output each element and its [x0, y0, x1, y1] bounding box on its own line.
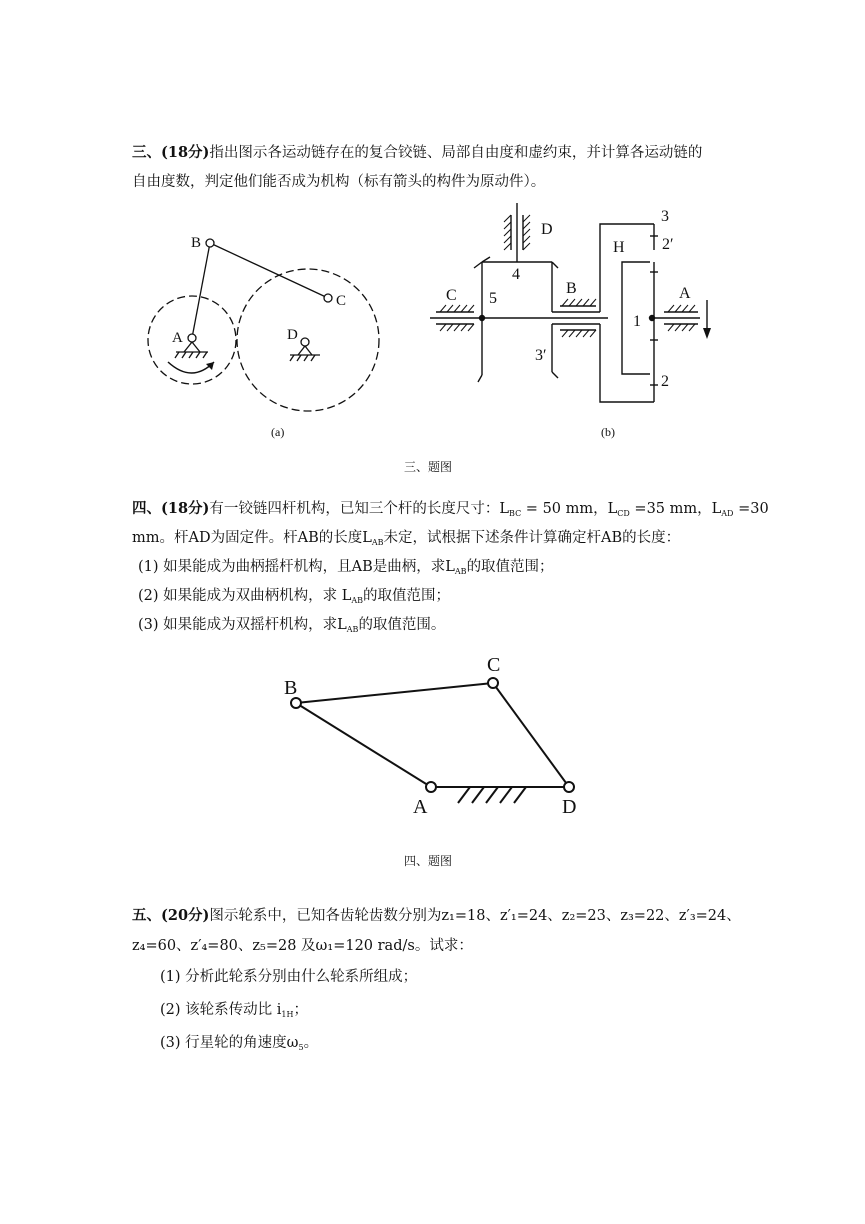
q3-line1: 指出图示各运动链存在的复合铰链、局部自由度和虚约束，并计算各运动链的 [209, 145, 703, 161]
sub-bc: BC [509, 509, 522, 518]
q4-line2 [132, 526, 680, 547]
q5-heading: 五、(20分) [132, 907, 210, 924]
q4-item2-a: (2) 如果能成为双曲柄机构，求 L [138, 588, 352, 604]
label-3a-b: B [191, 235, 202, 251]
q4-text-a: 有一铰链四杆机构，已知三个杆的长度尺寸：L [209, 501, 510, 517]
sub-cd: CD [617, 509, 630, 518]
q3-line2: 自由度数，判定他们能否成为机构（标有箭头的构件为原动件）。 [132, 174, 546, 190]
label-3b-c: C [446, 287, 457, 304]
joint-a-4 [426, 782, 436, 792]
q4-item1-a: (1) 如果能成为曲柄摇杆机构，且AB是曲柄，求L [138, 559, 455, 575]
joint-b-4 [291, 698, 301, 708]
label-3b-3: 3 [661, 208, 669, 225]
q5-text1: 图示轮系中，已知各齿轮齿数分别为z₁=18、z′₁=24、z₂=23、z₃=22、z′₃=24、 [209, 908, 741, 924]
label-4-c: C [487, 654, 501, 676]
joint-c-4 [488, 678, 498, 688]
label-3b-2: 2 [661, 373, 669, 390]
joint-d [301, 338, 309, 346]
q5-line1 [132, 904, 741, 925]
q4-heading: 四、(18分) [132, 500, 210, 517]
figure-3a [148, 239, 379, 411]
label-4-b: B [284, 677, 298, 699]
label-3b-2prime: 2′ [662, 236, 674, 253]
label-3a-d: D [287, 327, 298, 343]
caption-3a: (a) [271, 425, 285, 439]
sub-ad: AD [721, 509, 734, 518]
label-3b-d: D [541, 221, 553, 238]
q4-text-b: = 50 mm，L [521, 501, 618, 517]
q4-item3-b: 的取值范围。 [358, 617, 446, 633]
q4-item2-b: 的取值范围； [363, 588, 451, 604]
q5-item3-a: (3) 行星轮的角速度ω [160, 1035, 299, 1051]
label-4-a: A [413, 796, 428, 818]
q5-item3 [160, 1031, 318, 1052]
sub-ab-2: AB [351, 596, 364, 605]
rotation-arrow-icon [168, 362, 214, 373]
q4-text-c: =35 mm，L [629, 501, 722, 517]
q4-item3-a: (3) 如果能成为双摇杆机构，求L [138, 617, 347, 633]
label-3a-c: C [336, 293, 347, 309]
figure-4 [291, 678, 574, 803]
label-3b-1: 1 [633, 313, 641, 330]
joint-d-4 [564, 782, 574, 792]
joint-c [324, 294, 332, 302]
sub-ab: AB [371, 538, 384, 547]
carrier-h [600, 224, 654, 312]
sub-1h: 1H [281, 1010, 294, 1019]
link-bc-4 [296, 683, 493, 703]
label-3b-a: A [679, 285, 691, 302]
label-4-d: D [562, 796, 577, 818]
joint-a [188, 334, 196, 342]
q4-line1 [132, 497, 769, 518]
sub-ab-1: AB [454, 567, 467, 576]
q4-text2-a: mm。杆AD为固定件。杆AB的长度L [132, 530, 372, 546]
q3-caption: 三、题图 [404, 460, 453, 474]
q4-item2 [138, 584, 450, 605]
q4-caption: 四、题图 [404, 854, 453, 868]
link-cd-4 [493, 683, 569, 787]
q4-item1-b: 的取值范围； [466, 559, 554, 575]
caption-3b: (b) [601, 425, 615, 439]
q4-item1 [138, 555, 554, 576]
q4-text2-b: 未定，试根据下述条件计算确定杆AB的长度： [383, 530, 681, 546]
q5-item2-a: (2) 该轮系传动比 i [160, 1002, 282, 1018]
joint-b [206, 239, 214, 247]
label-3b-b: B [566, 280, 577, 297]
q5-item2 [160, 998, 308, 1019]
q5-item2-b: ； [293, 1002, 308, 1018]
label-3b-4: 4 [512, 266, 520, 283]
label-3b-h: H [613, 239, 625, 256]
link-bc [210, 243, 328, 298]
label-3b-5: 5 [489, 290, 497, 307]
link-ab-4 [296, 703, 431, 787]
q4-text-d: =30 [733, 501, 769, 517]
q4-item3 [138, 613, 445, 634]
sub-5: 5 [298, 1043, 304, 1052]
q3-heading: 三、(18分) [132, 144, 210, 161]
label-3b-3prime: 3′ [535, 347, 547, 364]
label-3a-a: A [172, 330, 183, 346]
q5-item3-b: 。 [303, 1035, 319, 1051]
link-ab [192, 243, 210, 338]
sub-ab-3: AB [346, 625, 359, 634]
q5-line2: z₄=60、z′₄=80、z₅=28 及ω₁=120 rad/s。试求： [132, 938, 473, 954]
q5-item1: (1) 分析此轮系分别由什么轮系所组成； [160, 969, 418, 985]
